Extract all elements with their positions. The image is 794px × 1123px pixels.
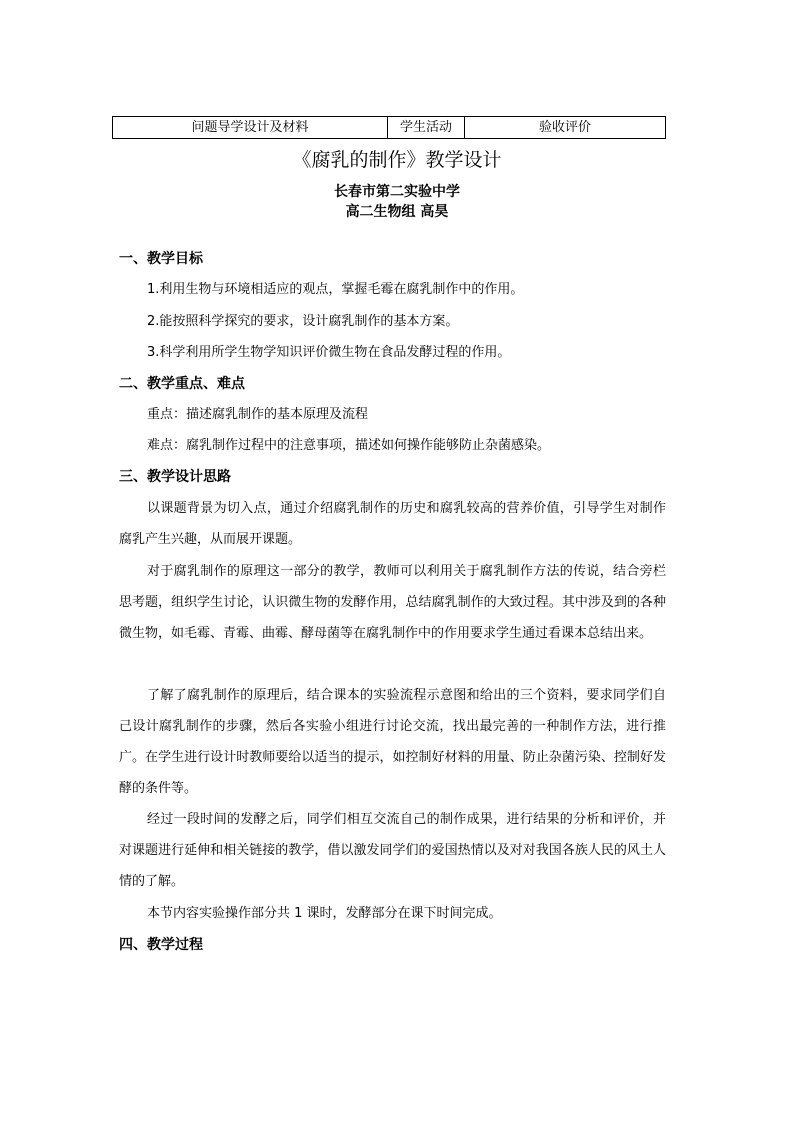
author-line: 高二生物组 高昊 [345, 204, 449, 220]
design-paragraph: 对于腐乳制作的原理这一部分的教学，教师可以利用关于腐乳制作方法的传说，结合旁栏思考题，组织学生讨论，认识微生物的发酵作用，总结腐乳制作的大致过程。其中涉及到的各种微生物，如毛霉、青霉、曲霉、酵母菌等在腐乳制作中的作用要求学生通过看课本总结出来。 [119, 564, 666, 641]
design-paragraph: 本节内容实验操作部分共 1 课时，发酵部分在课下时间完成。 [147, 906, 502, 921]
key-point-item: 重点：描述腐乳制作的基本原理及流程 [147, 407, 369, 422]
school-name: 长春市第二实验中学 [334, 184, 460, 200]
objective-item: 1.利用生物与环境相适应的观点，掌握毛霉在腐乳制作中的作用。 [147, 282, 524, 297]
section-heading-teaching-process: 四、教学过程 [119, 937, 203, 953]
section-heading-objectives: 一、教学目标 [119, 251, 203, 267]
header-cell-evaluation: 验收评价 [465, 117, 666, 139]
document-title: 《腐乳的制作》教学设计 [292, 149, 502, 171]
objective-item: 3.科学利用所学生物学知识评价微生物在食品发酵过程的作用。 [147, 345, 511, 360]
section-heading-design-approach: 三、教学设计思路 [119, 469, 231, 485]
design-paragraph: 了解了腐乳制作的原理后，结合课本的实验流程示意图和给出的三个资料，要求同学们自己设计腐乳制作的步骤，然后各实验小组进行讨论交流，找出最完善的一种制作方法，进行推广。在学生进行设计时教师要给以适当的提示，如控制好材料的用量、防止杂菌污染、控制好发酵的条件等。 [119, 688, 666, 796]
design-paragraph: 经过一段时间的发酵之后，同学们相互交流自己的制作成果，进行结果的分析和评价，并对课题进行延伸和相关链接的教学，借以激发同学们的爱国热情以及对对我国各族人民的风土人情的了解。 [119, 812, 666, 889]
key-point-item: 难点：腐乳制作过程中的注意事项，描述如何操作能够防止杂菌感染。 [147, 438, 551, 453]
header-cell-questions: 问题导学设计及材料 [113, 117, 388, 139]
header-cell-student-activity: 学生活动 [388, 117, 465, 139]
objective-item: 2.能按照科学探究的要求，设计腐乳制作的基本方案。 [147, 314, 459, 329]
section-heading-key-points: 二、教学重点、难点 [119, 376, 245, 392]
header-row [113, 117, 666, 139]
design-paragraph: 以课题背景为切入点，通过介绍腐乳制作的历史和腐乳较高的营养价值，引导学生对制作腐乳产生兴趣，从而展开课题。 [119, 501, 666, 547]
header-table [112, 116, 666, 139]
